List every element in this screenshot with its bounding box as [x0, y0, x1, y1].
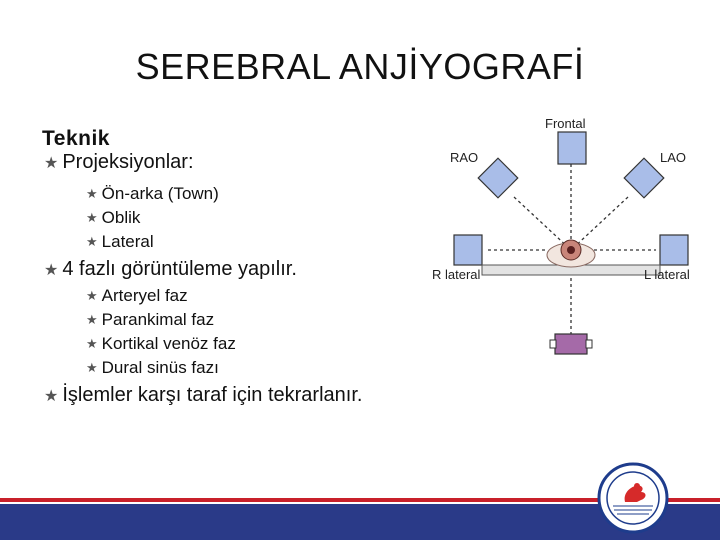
bullet-text: 4 fazlı görüntüleme yapılır.	[62, 258, 297, 280]
slide-title: SEREBRAL ANJİYOGRAFİ	[135, 46, 585, 87]
bullet-text: Ön-arka (Town)	[101, 184, 219, 203]
bullet-text: Parankimal faz	[101, 310, 215, 329]
rao-beam-line	[514, 197, 571, 250]
bullet-icon: ★	[44, 154, 59, 172]
xray-tube-connector-left	[550, 340, 556, 348]
isocenter	[567, 246, 575, 254]
r-lateral-label: R lateral	[432, 267, 481, 282]
r-lateral-detector	[454, 235, 482, 265]
bullet-islemler	[44, 384, 362, 407]
bullet-text: İşlemler karşı taraf için tekrarlanır.	[62, 384, 363, 406]
bullet-icon: ★	[86, 312, 98, 327]
bullet-kortikal	[86, 334, 236, 354]
bullet-text: Oblik	[101, 208, 141, 227]
frontal-detector	[558, 132, 586, 164]
bullet-icon: ★	[86, 360, 98, 375]
bullet-projeksiyonlar	[44, 151, 194, 174]
bullet-on-arka	[86, 184, 219, 204]
lao-beam-line	[571, 197, 628, 250]
bullet-icon: ★	[86, 234, 98, 249]
frontal-label: Frontal	[545, 116, 586, 131]
bullet-text: Kortikal venöz faz	[101, 334, 236, 353]
lao-label: LAO	[660, 150, 687, 165]
bullet-text: Arteryel faz	[101, 286, 188, 305]
bullet-icon: ★	[86, 336, 98, 351]
xray-tube-connector-right	[586, 340, 592, 348]
bullet-oblik	[86, 208, 140, 228]
bullet-icon: ★	[86, 288, 98, 303]
l-lateral-detector	[660, 235, 688, 265]
bullet-arteryel	[86, 286, 188, 306]
l-lateral-label: L lateral	[644, 267, 690, 282]
xray-tube	[555, 334, 587, 354]
bullet-icon: ★	[44, 387, 59, 405]
lao-detector	[624, 158, 664, 198]
bullet-icon: ★	[86, 186, 98, 201]
bullet-icon: ★	[44, 261, 59, 279]
bullet-text: Projeksiyonlar:	[62, 151, 194, 173]
rao-detector	[478, 158, 518, 198]
section-heading: Teknik	[42, 127, 110, 150]
bullet-lateral	[86, 232, 154, 252]
projection-diagram	[428, 112, 720, 362]
bullet-4-fazli	[44, 258, 297, 281]
rao-label: RAO	[450, 150, 479, 165]
bullet-parankimal	[86, 310, 214, 330]
university-logo-icon	[597, 462, 669, 534]
bullet-text: Lateral	[101, 232, 154, 251]
bullet-dural	[86, 358, 219, 378]
bullet-icon: ★	[86, 210, 98, 225]
bullet-text: Dural sinüs fazı	[101, 358, 219, 377]
